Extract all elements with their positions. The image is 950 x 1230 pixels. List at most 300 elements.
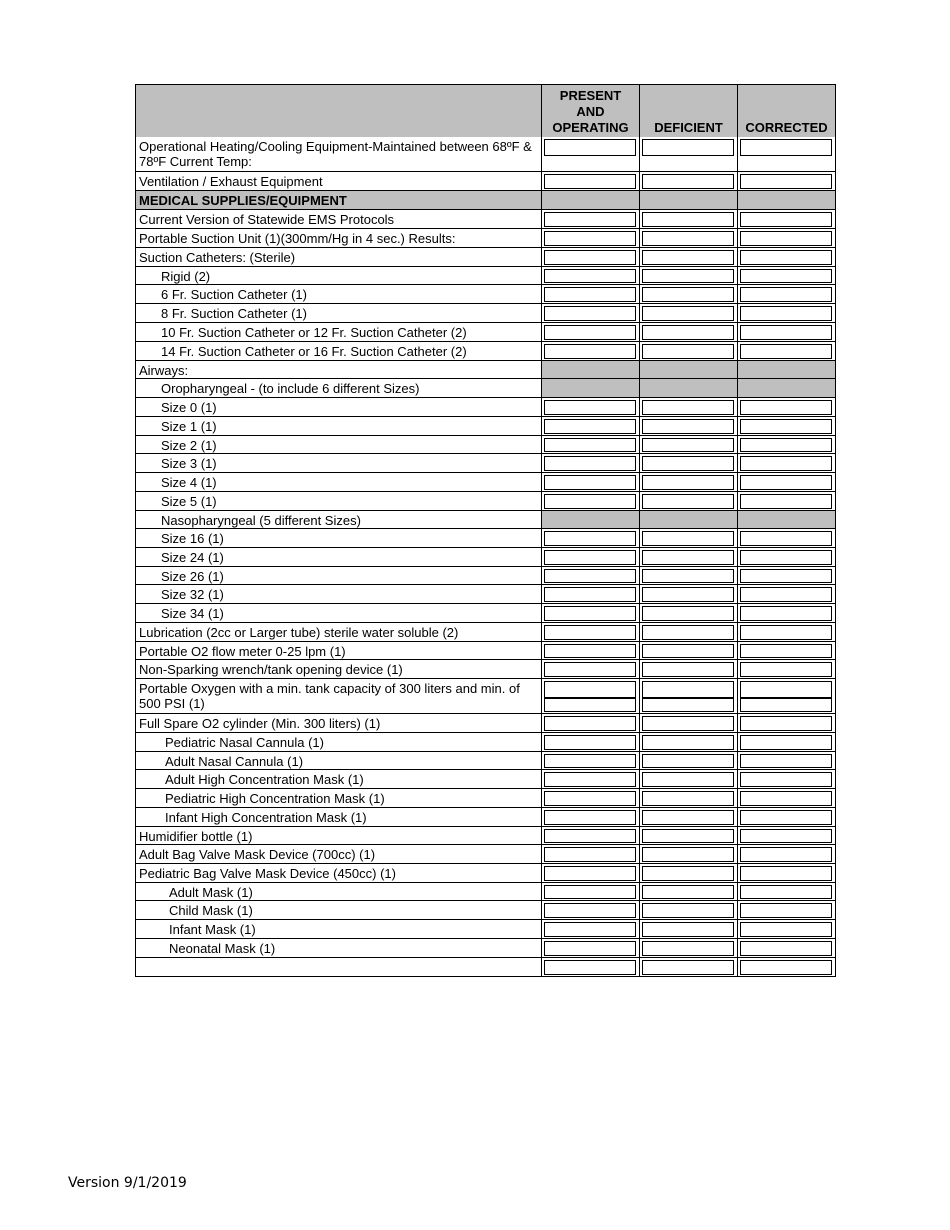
corrected-checkbox[interactable] bbox=[740, 550, 832, 565]
row-label: Adult High Concentration Mask (1) bbox=[136, 770, 542, 788]
deficient-cell bbox=[640, 454, 738, 472]
deficient-checkbox[interactable] bbox=[642, 754, 734, 768]
deficient-cell bbox=[640, 511, 738, 528]
present-cell bbox=[542, 585, 640, 603]
row-label bbox=[136, 958, 542, 976]
present-cell bbox=[542, 808, 640, 826]
corrected-cell bbox=[738, 473, 835, 491]
present-cell bbox=[542, 567, 640, 584]
present-checkbox[interactable] bbox=[544, 866, 636, 881]
present-checkbox[interactable] bbox=[544, 325, 636, 340]
deficient-checkbox[interactable] bbox=[642, 287, 734, 302]
deficient-cell bbox=[640, 229, 738, 247]
present-checkbox[interactable] bbox=[544, 847, 636, 862]
row-label: Current Version of Statewide EMS Protocols bbox=[136, 210, 542, 228]
deficient-checkbox[interactable] bbox=[642, 419, 734, 434]
row-label: Suction Catheters: (Sterile) bbox=[136, 248, 542, 266]
deficient-cell bbox=[640, 714, 738, 732]
present-cell bbox=[542, 733, 640, 751]
deficient-checkbox[interactable] bbox=[642, 174, 734, 189]
deficient-cell bbox=[640, 660, 738, 678]
deficient-checkbox[interactable] bbox=[642, 494, 734, 509]
present-cell bbox=[542, 285, 640, 303]
deficient-checkbox[interactable] bbox=[642, 250, 734, 265]
corrected-checkbox[interactable] bbox=[740, 344, 832, 359]
row-label: 6 Fr. Suction Catheter (1) bbox=[136, 285, 542, 303]
corrected-checkbox[interactable] bbox=[740, 644, 832, 658]
row-label: Operational Heating/Cooling Equipment-Maintained between 68ºF & 78ºF Current Temp: bbox=[136, 137, 542, 171]
deficient-cell bbox=[640, 342, 738, 360]
corrected-checkbox[interactable] bbox=[740, 606, 832, 621]
corrected-checkbox[interactable] bbox=[740, 494, 832, 509]
table-row bbox=[136, 322, 835, 341]
corrected-checkbox[interactable] bbox=[740, 922, 832, 937]
corrected-checkbox[interactable] bbox=[740, 419, 832, 434]
row-label: Full Spare O2 cylinder (Min. 300 liters) (1) bbox=[136, 714, 542, 732]
corrected-checkbox[interactable] bbox=[740, 531, 832, 546]
row-label: Pediatric Nasal Cannula (1) bbox=[136, 733, 542, 751]
present-cell bbox=[542, 679, 640, 713]
corrected-cell bbox=[738, 191, 835, 209]
table-row bbox=[136, 284, 835, 303]
deficient-checkbox[interactable] bbox=[642, 922, 734, 937]
present-checkbox[interactable] bbox=[544, 829, 636, 843]
table-row bbox=[136, 844, 835, 863]
deficient-checkbox[interactable] bbox=[642, 231, 734, 246]
row-label: Pediatric Bag Valve Mask Device (450cc) (1) bbox=[136, 864, 542, 882]
table-row bbox=[136, 416, 835, 435]
table-row bbox=[136, 566, 835, 584]
corrected-cell bbox=[738, 642, 835, 659]
table-row bbox=[136, 247, 835, 266]
deficient-checkbox[interactable] bbox=[642, 569, 734, 583]
corrected-cell bbox=[738, 845, 835, 863]
corrected-cell bbox=[738, 210, 835, 228]
corrected-cell bbox=[738, 939, 835, 957]
corrected-checkbox[interactable] bbox=[740, 941, 832, 956]
corrected-checkbox[interactable] bbox=[740, 681, 832, 698]
present-checkbox[interactable] bbox=[544, 735, 636, 750]
corrected-checkbox[interactable] bbox=[740, 438, 832, 452]
row-label: Non-Sparking wrench/tank opening device (1) bbox=[136, 660, 542, 678]
present-checkbox[interactable] bbox=[544, 569, 636, 583]
present-checkbox[interactable] bbox=[544, 791, 636, 806]
row-label: Size 26 (1) bbox=[136, 567, 542, 584]
corrected-checkbox[interactable] bbox=[740, 306, 832, 321]
present-cell bbox=[542, 642, 640, 659]
present-checkbox[interactable] bbox=[544, 419, 636, 434]
present-cell bbox=[542, 864, 640, 882]
table-row bbox=[136, 826, 835, 844]
corrected-cell bbox=[738, 342, 835, 360]
present-checkbox[interactable] bbox=[544, 644, 636, 658]
corrected-cell bbox=[738, 585, 835, 603]
deficient-cell bbox=[640, 436, 738, 453]
corrected-checkbox[interactable] bbox=[740, 903, 832, 918]
present-checkbox[interactable] bbox=[544, 903, 636, 918]
corrected-checkbox[interactable] bbox=[740, 325, 832, 340]
deficient-cell bbox=[640, 323, 738, 341]
table-row bbox=[136, 678, 835, 713]
deficient-cell bbox=[640, 417, 738, 435]
row-label: MEDICAL SUPPLIES/EQUIPMENT bbox=[136, 191, 542, 209]
row-label: Adult Nasal Cannula (1) bbox=[136, 752, 542, 769]
table-row bbox=[136, 266, 835, 284]
deficient-cell bbox=[640, 585, 738, 603]
corrected-checkbox[interactable] bbox=[740, 456, 832, 471]
present-cell bbox=[542, 304, 640, 322]
table-row bbox=[136, 807, 835, 826]
table-row bbox=[136, 659, 835, 678]
row-label: Humidifier bottle (1) bbox=[136, 827, 542, 844]
table-row bbox=[136, 453, 835, 472]
row-label: 14 Fr. Suction Catheter or 16 Fr. Suction Catheter (2) bbox=[136, 342, 542, 360]
present-checkbox[interactable] bbox=[544, 438, 636, 452]
corrected-cell bbox=[738, 679, 835, 713]
deficient-checkbox[interactable] bbox=[642, 866, 734, 881]
deficient-cell bbox=[640, 752, 738, 769]
corrected-cell bbox=[738, 398, 835, 416]
corrected-cell bbox=[738, 436, 835, 453]
deficient-checkbox[interactable] bbox=[642, 344, 734, 359]
present-checkbox[interactable] bbox=[544, 662, 636, 677]
table-row bbox=[136, 641, 835, 659]
row-label: Infant High Concentration Mask (1) bbox=[136, 808, 542, 826]
deficient-checkbox[interactable] bbox=[642, 606, 734, 621]
corrected-cell bbox=[738, 883, 835, 900]
row-label: Airways: bbox=[136, 361, 542, 378]
deficient-checkbox[interactable] bbox=[642, 735, 734, 750]
row-label: Adult Bag Valve Mask Device (700cc) (1) bbox=[136, 845, 542, 863]
present-cell bbox=[542, 323, 640, 341]
corrected-cell bbox=[738, 379, 835, 397]
deficient-checkbox[interactable] bbox=[642, 325, 734, 340]
deficient-cell bbox=[640, 939, 738, 957]
table-row bbox=[136, 435, 835, 453]
header-corrected: CORRECTED bbox=[745, 120, 828, 135]
deficient-cell bbox=[640, 137, 738, 171]
table-row bbox=[136, 900, 835, 919]
present-cell bbox=[542, 920, 640, 938]
deficient-cell bbox=[640, 864, 738, 882]
row-label: Size 4 (1) bbox=[136, 473, 542, 491]
deficient-cell bbox=[640, 473, 738, 491]
present-cell bbox=[542, 883, 640, 900]
row-label: Size 5 (1) bbox=[136, 492, 542, 510]
group-row bbox=[136, 360, 835, 378]
present-checkbox[interactable] bbox=[544, 606, 636, 621]
table-row bbox=[136, 622, 835, 641]
present-checkbox[interactable] bbox=[544, 960, 636, 975]
deficient-checkbox[interactable] bbox=[642, 306, 734, 321]
table-row bbox=[136, 228, 835, 247]
present-checkbox[interactable] bbox=[544, 772, 636, 787]
table-row bbox=[136, 341, 835, 360]
present-cell bbox=[542, 752, 640, 769]
deficient-cell bbox=[640, 567, 738, 584]
present-cell bbox=[542, 473, 640, 491]
header-present-and-operating: PRESENT AND OPERATING bbox=[542, 85, 640, 137]
corrected-checkbox[interactable] bbox=[740, 569, 832, 583]
deficient-checkbox[interactable] bbox=[642, 550, 734, 565]
deficient-checkbox[interactable] bbox=[642, 847, 734, 862]
row-label: 10 Fr. Suction Catheter or 12 Fr. Suction Catheter (2) bbox=[136, 323, 542, 341]
present-cell bbox=[542, 210, 640, 228]
row-label: Pediatric High Concentration Mask (1) bbox=[136, 789, 542, 807]
present-checkbox[interactable] bbox=[544, 550, 636, 565]
deficient-checkbox[interactable] bbox=[642, 139, 734, 156]
table-row bbox=[136, 957, 835, 976]
present-checkbox[interactable] bbox=[544, 625, 636, 640]
present-checkbox[interactable] bbox=[544, 885, 636, 899]
deficient-cell bbox=[640, 920, 738, 938]
row-label: Size 34 (1) bbox=[136, 604, 542, 622]
present-checkbox[interactable] bbox=[544, 587, 636, 602]
row-label: Size 32 (1) bbox=[136, 585, 542, 603]
deficient-cell bbox=[640, 789, 738, 807]
table-row bbox=[136, 732, 835, 751]
present-checkbox[interactable] bbox=[544, 494, 636, 509]
deficient-checkbox[interactable] bbox=[642, 662, 734, 677]
present-checkbox[interactable] bbox=[544, 344, 636, 359]
corrected-checkbox[interactable] bbox=[740, 885, 832, 899]
deficient-checkbox[interactable] bbox=[642, 772, 734, 787]
present-checkbox[interactable] bbox=[544, 139, 636, 156]
deficient-checkbox[interactable] bbox=[642, 885, 734, 899]
corrected-checkbox[interactable] bbox=[740, 735, 832, 750]
corrected-cell bbox=[738, 752, 835, 769]
table-row bbox=[136, 171, 835, 190]
deficient-cell bbox=[640, 958, 738, 976]
row-label: Size 2 (1) bbox=[136, 436, 542, 453]
deficient-cell bbox=[640, 623, 738, 641]
corrected-cell bbox=[738, 361, 835, 378]
corrected-checkbox[interactable] bbox=[740, 662, 832, 677]
present-checkbox[interactable] bbox=[544, 754, 636, 768]
corrected-cell bbox=[738, 285, 835, 303]
present-checkbox[interactable] bbox=[544, 250, 636, 265]
corrected-checkbox[interactable] bbox=[740, 847, 832, 862]
corrected-cell bbox=[738, 827, 835, 844]
table-row bbox=[136, 397, 835, 416]
present-cell bbox=[542, 267, 640, 284]
corrected-cell bbox=[738, 604, 835, 622]
deficient-checkbox[interactable] bbox=[642, 400, 734, 415]
corrected-checkbox[interactable] bbox=[740, 791, 832, 806]
table-row bbox=[136, 788, 835, 807]
corrected-cell bbox=[738, 248, 835, 266]
row-label: Portable Oxygen with a min. tank capacity of 300 liters and min. of 500 PSI (1) bbox=[136, 679, 542, 713]
deficient-cell bbox=[640, 210, 738, 228]
present-cell bbox=[542, 789, 640, 807]
corrected-cell bbox=[738, 529, 835, 547]
deficient-checkbox[interactable] bbox=[642, 644, 734, 658]
equipment-checklist-table bbox=[135, 84, 836, 977]
present-checkbox[interactable] bbox=[544, 531, 636, 546]
deficient-checkbox[interactable] bbox=[642, 829, 734, 843]
present-cell bbox=[542, 398, 640, 416]
deficient-checkbox[interactable] bbox=[642, 269, 734, 283]
table-row bbox=[136, 919, 835, 938]
deficient-checkbox[interactable] bbox=[642, 681, 734, 698]
corrected-checkbox[interactable] bbox=[740, 754, 832, 768]
corrected-checkbox[interactable] bbox=[740, 174, 832, 189]
present-cell bbox=[542, 939, 640, 957]
deficient-checkbox[interactable] bbox=[642, 810, 734, 825]
deficient-cell bbox=[640, 172, 738, 190]
corrected-cell bbox=[738, 454, 835, 472]
present-checkbox[interactable] bbox=[544, 456, 636, 471]
row-label: Lubrication (2cc or Larger tube) sterile water soluble (2) bbox=[136, 623, 542, 641]
present-cell bbox=[542, 660, 640, 678]
present-checkbox[interactable] bbox=[544, 716, 636, 731]
corrected-cell bbox=[738, 267, 835, 284]
present-checkbox[interactable] bbox=[544, 922, 636, 937]
present-cell bbox=[542, 511, 640, 528]
present-cell bbox=[542, 623, 640, 641]
deficient-checkbox[interactable] bbox=[642, 903, 734, 918]
corrected-cell bbox=[738, 920, 835, 938]
deficient-cell bbox=[640, 845, 738, 863]
present-checkbox[interactable] bbox=[544, 400, 636, 415]
corrected-checkbox[interactable] bbox=[740, 829, 832, 843]
row-label: Nasopharyngeal (5 different Sizes) bbox=[136, 511, 542, 528]
deficient-checkbox[interactable] bbox=[642, 531, 734, 546]
deficient-cell bbox=[640, 883, 738, 900]
group-row bbox=[136, 378, 835, 397]
checklist-rows bbox=[136, 137, 835, 976]
deficient-checkbox[interactable] bbox=[642, 941, 734, 956]
deficient-checkbox[interactable] bbox=[642, 587, 734, 602]
deficient-cell bbox=[640, 492, 738, 510]
deficient-cell bbox=[640, 808, 738, 826]
present-checkbox[interactable] bbox=[544, 212, 636, 227]
row-label: Size 3 (1) bbox=[136, 454, 542, 472]
corrected-cell bbox=[738, 229, 835, 247]
present-cell bbox=[542, 770, 640, 788]
table-row bbox=[136, 303, 835, 322]
row-label: Size 24 (1) bbox=[136, 548, 542, 566]
deficient-checkbox[interactable] bbox=[642, 212, 734, 227]
row-label: Size 1 (1) bbox=[136, 417, 542, 435]
table-row bbox=[136, 751, 835, 769]
corrected-checkbox[interactable] bbox=[740, 139, 832, 156]
deficient-cell bbox=[640, 191, 738, 209]
deficient-checkbox[interactable] bbox=[642, 438, 734, 452]
present-checkbox[interactable] bbox=[544, 681, 636, 698]
corrected-checkbox[interactable] bbox=[740, 772, 832, 787]
corrected-checkbox[interactable] bbox=[740, 866, 832, 881]
table-row bbox=[136, 938, 835, 957]
corrected-checkbox[interactable] bbox=[740, 698, 832, 712]
corrected-checkbox[interactable] bbox=[740, 475, 832, 490]
table-row bbox=[136, 209, 835, 228]
corrected-checkbox[interactable] bbox=[740, 400, 832, 415]
present-checkbox[interactable] bbox=[544, 475, 636, 490]
corrected-cell bbox=[738, 304, 835, 322]
corrected-checkbox[interactable] bbox=[740, 269, 832, 283]
present-cell bbox=[542, 379, 640, 397]
present-checkbox[interactable] bbox=[544, 698, 636, 712]
deficient-cell bbox=[640, 248, 738, 266]
corrected-cell bbox=[738, 770, 835, 788]
present-checkbox[interactable] bbox=[544, 306, 636, 321]
present-cell bbox=[542, 361, 640, 378]
corrected-checkbox[interactable] bbox=[740, 716, 832, 731]
corrected-cell bbox=[738, 623, 835, 641]
deficient-checkbox[interactable] bbox=[642, 960, 734, 975]
present-cell bbox=[542, 436, 640, 453]
corrected-cell bbox=[738, 172, 835, 190]
present-checkbox[interactable] bbox=[544, 941, 636, 956]
corrected-cell bbox=[738, 137, 835, 171]
row-label: Infant Mask (1) bbox=[136, 920, 542, 938]
table-row bbox=[136, 603, 835, 622]
present-checkbox[interactable] bbox=[544, 810, 636, 825]
present-checkbox[interactable] bbox=[544, 174, 636, 189]
deficient-checkbox[interactable] bbox=[642, 698, 734, 712]
corrected-cell bbox=[738, 417, 835, 435]
present-cell bbox=[542, 229, 640, 247]
row-label: Portable O2 flow meter 0-25 lpm (1) bbox=[136, 642, 542, 659]
deficient-cell bbox=[640, 679, 738, 713]
present-cell bbox=[542, 714, 640, 732]
corrected-checkbox[interactable] bbox=[740, 212, 832, 227]
present-cell bbox=[542, 454, 640, 472]
deficient-cell bbox=[640, 398, 738, 416]
present-cell bbox=[542, 901, 640, 919]
present-checkbox[interactable] bbox=[544, 231, 636, 246]
corrected-checkbox[interactable] bbox=[740, 250, 832, 265]
group-row bbox=[136, 510, 835, 528]
present-cell bbox=[542, 417, 640, 435]
deficient-checkbox[interactable] bbox=[642, 625, 734, 640]
table-row bbox=[136, 528, 835, 547]
row-label: Oropharyngeal - (to include 6 different Sizes) bbox=[136, 379, 542, 397]
row-label: Child Mask (1) bbox=[136, 901, 542, 919]
present-cell bbox=[542, 548, 640, 566]
present-cell bbox=[542, 342, 640, 360]
corrected-cell bbox=[738, 958, 835, 976]
table-row bbox=[136, 491, 835, 510]
table-row bbox=[136, 584, 835, 603]
corrected-checkbox[interactable] bbox=[740, 287, 832, 302]
corrected-checkbox[interactable] bbox=[740, 587, 832, 602]
row-label: Rigid (2) bbox=[136, 267, 542, 284]
corrected-cell bbox=[738, 714, 835, 732]
present-cell bbox=[542, 604, 640, 622]
deficient-cell bbox=[640, 827, 738, 844]
corrected-checkbox[interactable] bbox=[740, 625, 832, 640]
deficient-checkbox[interactable] bbox=[642, 716, 734, 731]
present-checkbox[interactable] bbox=[544, 287, 636, 302]
corrected-checkbox[interactable] bbox=[740, 231, 832, 246]
corrected-cell bbox=[738, 323, 835, 341]
deficient-checkbox[interactable] bbox=[642, 791, 734, 806]
header-blank-cell bbox=[136, 85, 542, 137]
deficient-cell bbox=[640, 642, 738, 659]
present-checkbox[interactable] bbox=[544, 269, 636, 283]
corrected-cell bbox=[738, 808, 835, 826]
corrected-cell bbox=[738, 492, 835, 510]
corrected-checkbox[interactable] bbox=[740, 810, 832, 825]
table-header-row bbox=[136, 85, 835, 137]
table-row bbox=[136, 769, 835, 788]
corrected-cell bbox=[738, 567, 835, 584]
deficient-checkbox[interactable] bbox=[642, 475, 734, 490]
deficient-checkbox[interactable] bbox=[642, 456, 734, 471]
corrected-checkbox[interactable] bbox=[740, 960, 832, 975]
